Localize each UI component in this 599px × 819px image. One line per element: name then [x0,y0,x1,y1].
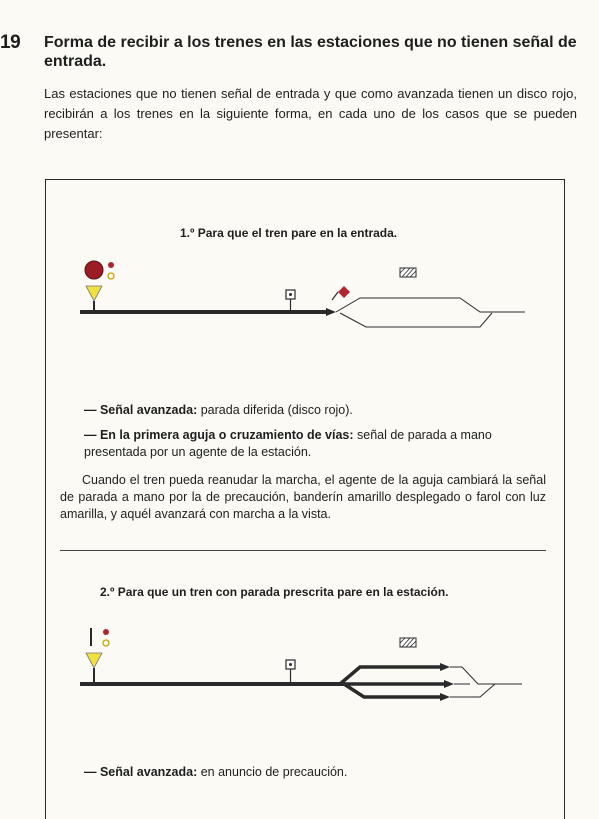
station-tracks [336,298,525,327]
case1-bullet-1-text: parada diferida (disco rojo). [197,403,353,417]
case2-track-diagram [60,622,540,702]
case1-bullet-1 [84,402,554,419]
red-disc-signal [85,261,103,279]
case2-bullet-1 [84,764,554,781]
case2-heading: 2.º Para que un tren con parada prescrita pare en la estación. [100,585,449,599]
case1-bullet-2-text: señal de parada a mano presentada por un agente de la estación. [84,428,492,459]
small-red-light [103,629,109,635]
case1-bullet-2 [84,427,547,461]
case2-bullet-1-text: en anuncio de precaución. [197,765,348,779]
small-red-light [108,262,114,268]
intro-paragraph: Las estaciones que no tienen señal de entrada y que como avanzada tienen un disco rojo, recibirán a los trenes en la siguiente forma, en cada uno de los casos que se pueden presentar: [44,86,577,141]
small-yellow-light [103,640,109,646]
direction-arrow [326,308,336,316]
section-number: 19 [0,32,21,53]
case1-heading: 1.º Para que el tren pare en la entrada. [180,226,398,240]
case1-track-diagram [60,255,540,335]
small-yellow-light [108,273,114,279]
yellow-triangle-signal [86,653,102,668]
section-title: Forma de recibir a los trenes en las estaciones que no tienen señal de entrada. [44,34,577,70]
case1-bullet-1-label: — Señal avanzada: [84,403,198,417]
yellow-triangle-signal [86,286,102,301]
station-thick-tracks [340,667,446,697]
section-divider [60,550,546,551]
station-building [400,268,416,277]
station-building [400,638,416,647]
case1-paragraph: Cuando el tren pueda reanudar la marcha, el agente de la aguja cambiará la señal de parada a mano por la de precaución, banderín amarillo desplegado o farol con luz amarilla, y aquél avanzará con marcha a la vista. [60,473,546,521]
hand-stop-signal [338,286,350,298]
case2-bullet-1-label: — Señal avanzada: [84,765,198,779]
station-thin-tracks [450,667,522,697]
case1-bullet-2-label: — En la primera aguja o cruzamiento de vías: [84,428,354,442]
